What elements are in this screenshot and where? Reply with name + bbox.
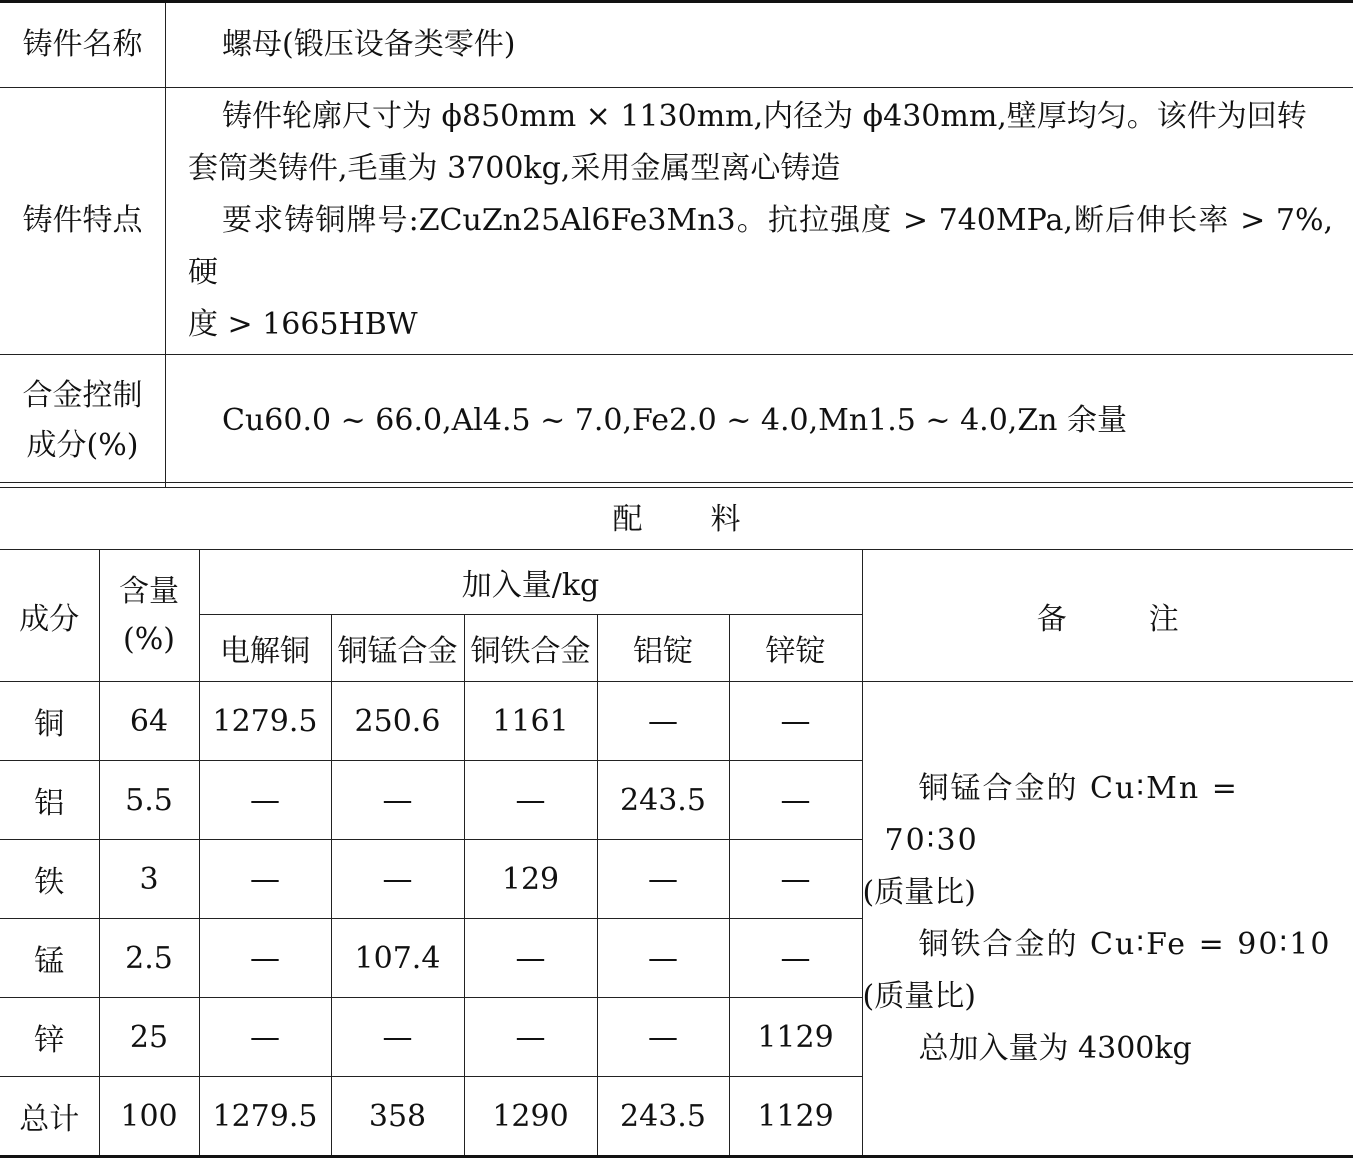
features-line-3: 要求铸铜牌号:ZCuZn25Al6Fe3Mn3。抗拉强度 > 740MPa,断后伸长率 > 7%,硬 xyxy=(188,203,1333,290)
row-value: — xyxy=(729,761,862,840)
note-line-1: 铜锰合金的 Cu∶Mn = 70∶30 xyxy=(884,770,1239,858)
col-header-content-line-1: 含量 xyxy=(119,573,179,609)
row-value: 1279.5 xyxy=(199,1077,331,1157)
row-value: 1129 xyxy=(729,998,862,1077)
features-line-1: 铸件轮廓尺寸为 ϕ850mm × 1130mm,内径为 ϕ430mm,壁厚均匀。该件为回转 xyxy=(222,99,1307,134)
casting-info-table xyxy=(0,0,1353,488)
notes-cell xyxy=(862,682,1353,1157)
sub-col-copper-manganese: 铜锰合金 xyxy=(331,615,464,682)
alloy-composition-value xyxy=(166,355,1353,488)
row-value: 1290 xyxy=(464,1077,597,1157)
col-header-note xyxy=(862,550,1353,682)
table-row xyxy=(0,682,1353,761)
alloy-label-line-2: 成分(%) xyxy=(26,428,139,463)
row-name: 锰 xyxy=(0,919,99,998)
row-value: — xyxy=(597,919,729,998)
sub-col-aluminum-ingot: 铝锭 xyxy=(597,615,729,682)
alloy-composition-text: Cu60.0 ~ 66.0,Al4.5 ~ 7.0,Fe2.0 ~ 4.0,Mn1.5 ~ 4.0,Zn 余量 xyxy=(222,403,1128,438)
row-name: 铁 xyxy=(0,840,99,919)
row-value: — xyxy=(331,840,464,919)
row-value: — xyxy=(597,840,729,919)
row-value: — xyxy=(729,840,862,919)
recipe-title-b: 料 xyxy=(710,502,741,537)
row-value: — xyxy=(331,998,464,1077)
alloy-composition-row xyxy=(0,355,1353,488)
col-header-added: 加入量/kg xyxy=(199,550,862,615)
note-line-4: (质量比) xyxy=(862,978,976,1014)
col-header-note-a: 备 xyxy=(1036,601,1067,637)
row-content: 5.5 xyxy=(99,761,199,840)
alloy-label-line-1: 合金控制 xyxy=(22,378,143,413)
row-name: 铝 xyxy=(0,761,99,840)
note-line-3: 铜铁合金的 Cu∶Fe = 90∶10 xyxy=(918,926,1332,962)
casting-features-row xyxy=(0,88,1353,355)
row-value: — xyxy=(729,919,862,998)
casting-name-label: 铸件名称 xyxy=(0,2,166,88)
row-value: — xyxy=(199,840,331,919)
row-value: 358 xyxy=(331,1077,464,1157)
casting-features-label: 铸件特点 xyxy=(0,88,166,355)
row-content: 100 xyxy=(99,1077,199,1157)
row-value: — xyxy=(199,998,331,1077)
casting-name-row xyxy=(0,2,1353,88)
col-header-note-b: 注 xyxy=(1148,601,1179,637)
row-value: — xyxy=(464,761,597,840)
recipe-title-row xyxy=(0,483,1353,550)
row-content: 25 xyxy=(99,998,199,1077)
row-value: 1279.5 xyxy=(199,682,331,761)
recipe-title xyxy=(0,483,1353,550)
row-value: 129 xyxy=(464,840,597,919)
row-name: 铜 xyxy=(0,682,99,761)
casting-features-value xyxy=(166,88,1353,355)
row-content: 64 xyxy=(99,682,199,761)
sub-col-electrolytic-copper: 电解铜 xyxy=(199,615,331,682)
row-value: 1161 xyxy=(464,682,597,761)
alloy-composition-label xyxy=(0,355,166,488)
col-header-content xyxy=(99,550,199,682)
sub-col-zinc-ingot: 锌锭 xyxy=(729,615,862,682)
casting-name-text: 螺母(锻压设备类零件) xyxy=(222,27,516,62)
row-value: 243.5 xyxy=(597,761,729,840)
note-line-5: 总加入量为 4300kg xyxy=(918,1030,1192,1066)
features-line-4: 度 > 1665HBW xyxy=(188,307,418,342)
row-value: — xyxy=(199,761,331,840)
row-value: 243.5 xyxy=(597,1077,729,1157)
recipe-table xyxy=(0,482,1353,1158)
row-value: — xyxy=(464,998,597,1077)
row-name: 锌 xyxy=(0,998,99,1077)
row-value: — xyxy=(597,682,729,761)
row-value: 1129 xyxy=(729,1077,862,1157)
row-value: 107.4 xyxy=(331,919,464,998)
col-header-content-line-2: (%) xyxy=(123,621,175,657)
row-value: — xyxy=(199,919,331,998)
sub-col-copper-iron: 铜铁合金 xyxy=(464,615,597,682)
note-line-2: (质量比) xyxy=(862,874,976,910)
row-value: — xyxy=(729,682,862,761)
row-value: — xyxy=(597,998,729,1077)
recipe-header-row-1 xyxy=(0,550,1353,615)
row-value: 250.6 xyxy=(331,682,464,761)
row-value: — xyxy=(331,761,464,840)
casting-name-value xyxy=(166,2,1353,88)
row-content: 3 xyxy=(99,840,199,919)
row-value: — xyxy=(464,919,597,998)
row-content: 2.5 xyxy=(99,919,199,998)
features-line-2: 套筒类铸件,毛重为 3700kg,采用金属型离心铸造 xyxy=(188,151,841,186)
col-header-component: 成分 xyxy=(0,550,99,682)
row-name: 总计 xyxy=(0,1077,99,1157)
recipe-title-a: 配 xyxy=(612,502,643,537)
